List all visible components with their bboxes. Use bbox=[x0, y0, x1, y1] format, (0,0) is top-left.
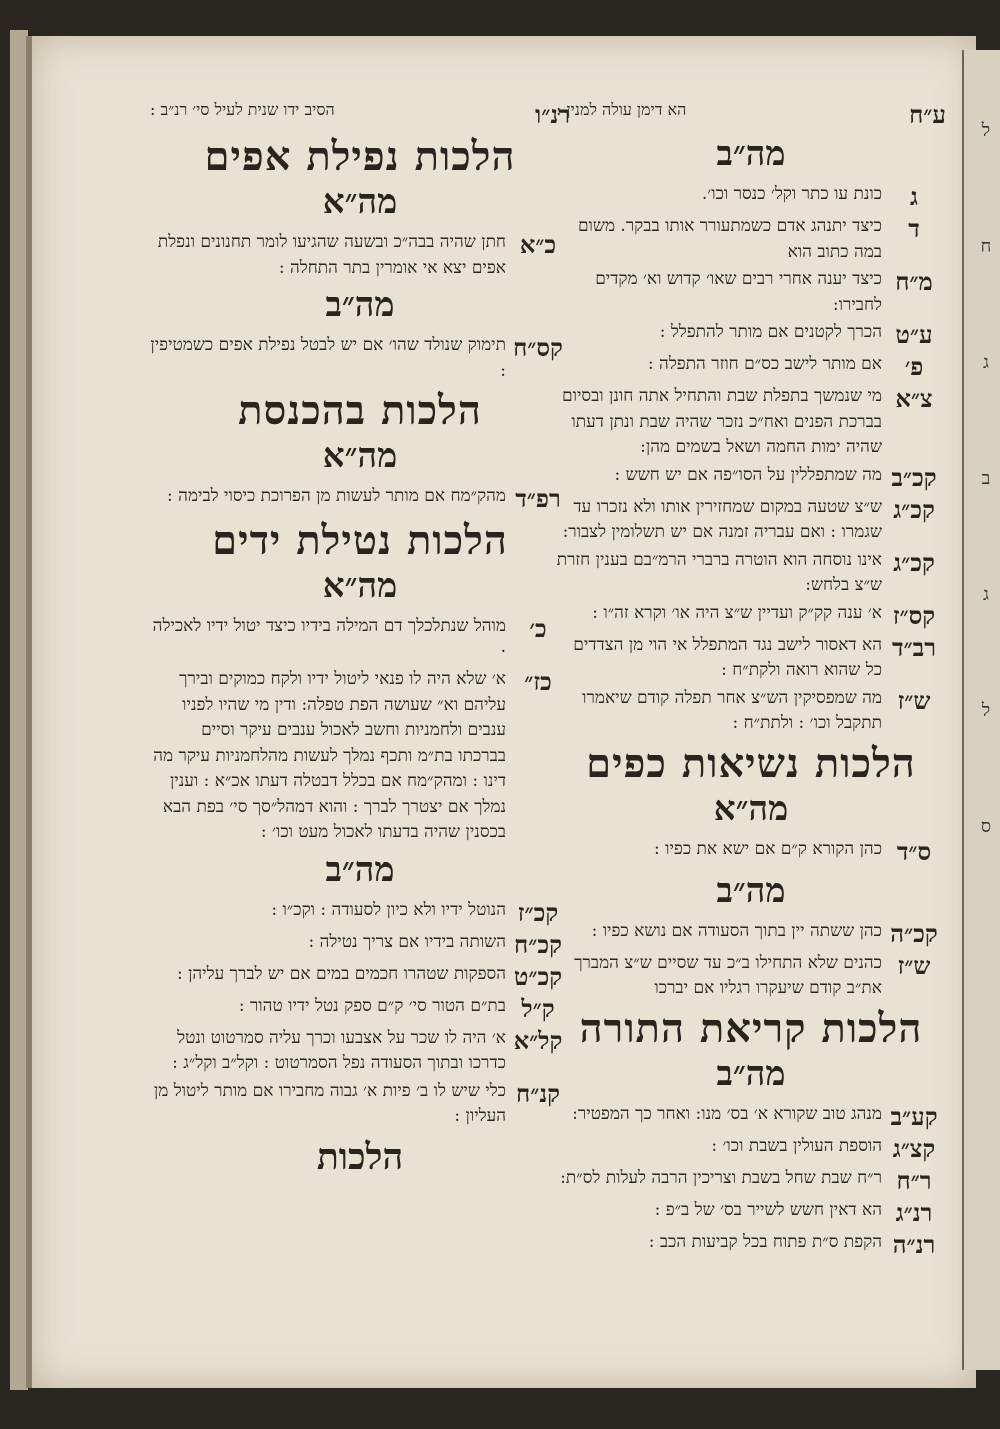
margin-letter: ג bbox=[983, 584, 989, 605]
entry-number: ד bbox=[908, 214, 920, 243]
entry-number: צ״א bbox=[895, 384, 933, 413]
entry-number: קנ״ח bbox=[516, 1078, 560, 1108]
entry-number: קכ״ה bbox=[890, 918, 938, 948]
entry-text: כהן ששתה יין בתוך הסעודה אם נושא כפיו : bbox=[591, 920, 882, 941]
entry-text: השותה בידיו אם צריך נטילה : bbox=[308, 931, 506, 952]
entry-row bbox=[556, 1230, 946, 1260]
entry-number: קכ״ח bbox=[514, 929, 562, 959]
entry-row bbox=[150, 1026, 570, 1077]
entry-text: מי שנמשך בתפלת שבת והתחיל אתה חונן ובסיום בברכת הפנים ואח״כ נזכר שהיה שבת ונתן דעתו שהיה ימות החמה ושאל בשמים מהן: bbox=[562, 386, 882, 457]
entry-text: הספקות שטהרו חכמים במים אם יש לברך עליהן : bbox=[176, 963, 506, 984]
entry-text: הכרך לקטנים אם מותר להתפלל : bbox=[659, 322, 882, 342]
right-column bbox=[556, 100, 946, 1262]
entry-number: ג bbox=[910, 182, 918, 211]
entry-row bbox=[556, 1166, 946, 1196]
entry-row bbox=[150, 614, 570, 665]
entry-row bbox=[556, 837, 946, 867]
entry-text: א׳ ענה קק״ק ועדיין ש״צ היה או׳ וקרא זה״ו : bbox=[592, 602, 882, 623]
section-subtitle: מה״א bbox=[322, 182, 398, 222]
entry-text: תימוק שנולד שהו׳ אם יש לבטל נפילת אפים כשמטיפין : bbox=[150, 335, 506, 381]
facing-page-letters bbox=[975, 120, 997, 932]
margin-letter: ל bbox=[981, 700, 991, 721]
entry-text: כהן הקורא ק״ם אם ישא את כפיו : bbox=[653, 838, 882, 859]
entry-number: קע״ב bbox=[890, 1101, 938, 1131]
entry-text: ר״ח שבת שחל בשבת וצריכין הרבה לעלות לס״ת: bbox=[560, 1167, 882, 1188]
entry-number: רב״ד bbox=[891, 632, 936, 662]
margin-letter: ל bbox=[981, 120, 991, 141]
margin-letter: ח bbox=[980, 236, 992, 257]
section-title: הלכות נטילת ידים bbox=[212, 517, 508, 564]
entry-row bbox=[556, 1134, 946, 1164]
entry-text: מה שמתפללין על הסו״פה אם יש חשש : bbox=[614, 464, 882, 485]
entry-number: קכ״ט bbox=[513, 961, 563, 991]
entry-number: קכ״ג bbox=[893, 547, 935, 577]
section-subtitle: מה״ב bbox=[325, 285, 395, 325]
entry-number: ש״ז bbox=[897, 685, 931, 715]
entry-text: מה שמפסיקין הש״צ אחר תפלה קודם שיאמרו תתקבל וכו׳ : ולתת״ח : bbox=[582, 687, 882, 733]
entry-row bbox=[556, 548, 946, 599]
entry-number: פ׳ bbox=[904, 352, 924, 381]
section-subtitle: מה״ב bbox=[325, 849, 395, 890]
entry-text: כלי שיש לו ב׳ פיות א׳ גבוה מחבירו אם מותר ליטול מן העליון : bbox=[153, 1080, 506, 1126]
header-mark: ע״ח bbox=[909, 100, 946, 129]
entry-row bbox=[150, 333, 570, 384]
entry-text: הוספת העולין בשבת וכו׳ : bbox=[711, 1135, 882, 1156]
running-header bbox=[150, 100, 570, 130]
entry-text: א׳ שלא היה לו פנאי ליטול ידיו ולקח כמוקים ובירך עליהם וא״ שעושה הפת טפלה: ודין מי שהיו לפניו ענבים ולחמניות וחשב לאכול ענבים עיקר וסיים בברכתו בת״מ ותכף נמלך לעשות מהלחמניות עיקר מה דינו : ומהק״מח אם בכלל דבטלה דעתו אכ״א : וענין נמלך אם יצטרך לברך : והוא דמהל״סך סי׳ בפת הבא בכסנין שהיה בדעתו לאכול מעט וכו׳ : bbox=[153, 669, 506, 842]
entry-text: בת״ם הטור סי׳ ק״ם ספק נטל ידיו טהור : bbox=[238, 995, 506, 1016]
entry-row bbox=[556, 1102, 946, 1132]
section-subtitle: מה״ב bbox=[716, 134, 786, 174]
header-text: הא דימן עולה למנין : bbox=[556, 100, 687, 119]
entry-number: קל״א bbox=[513, 1025, 563, 1055]
entry-row bbox=[556, 352, 946, 382]
entry-number: קצ״ג bbox=[892, 1133, 936, 1163]
entry-row bbox=[556, 267, 946, 318]
entry-number: כז״ bbox=[524, 667, 552, 696]
entry-text: אם מותר לישב כס״ם חוזר התפלה : bbox=[647, 354, 882, 374]
entry-row bbox=[556, 214, 946, 265]
entry-text: כהנים שלא התחילו ב״כ עד שסיים ש״צ המברך את״ב קודם שיעקרו רגליו אם יברכו bbox=[574, 952, 882, 998]
entry-text: א׳ היה לו שכר על אצבעו וכרך עליה סמרטוט ונטל כדרכו ובתוך הסעודה נפל הסמרטוט : וקל״ב וקל״ג : bbox=[172, 1027, 506, 1073]
entry-row bbox=[150, 230, 570, 281]
entry-text: ש״צ שטעה במקום שמחזירין אותו ולא נזכרו עד שגמרו : ואם עבריה זמנה אם יש תשלומין לצבור: bbox=[562, 496, 882, 542]
entry-number: קכ״ב bbox=[891, 462, 937, 492]
section-subtitle: מה״ב bbox=[716, 1053, 786, 1094]
entry-number: רנ״ה bbox=[892, 1229, 936, 1259]
section-title: הלכות נפילת אפים bbox=[204, 133, 516, 180]
entry-row bbox=[556, 601, 946, 631]
entry-row bbox=[556, 320, 946, 350]
entry-number: קס״ח bbox=[513, 333, 563, 362]
entry-number: ס״ד bbox=[896, 836, 932, 866]
entry-text: הא דאין חשש לשייר בס׳ של ב״פ : bbox=[654, 1199, 882, 1220]
entry-row bbox=[556, 463, 946, 493]
entry-text: מוהל שנתלכלך דם המילה בידיו כיצד יטול ידיו לאכילה · bbox=[152, 616, 506, 662]
entry-text: אינו נוסחה הוא הוטרה ברברי הרמ״בם בענין חזרת ש״צ בלחש: bbox=[556, 549, 882, 595]
entry-row bbox=[150, 930, 570, 960]
header-mark: רנ״ו bbox=[535, 100, 570, 129]
section-subtitle: מה״א bbox=[322, 436, 398, 476]
margin-letter: ב bbox=[981, 468, 991, 489]
section-subtitle: מה״א bbox=[322, 566, 398, 606]
entry-text: חתן שהיה בבה״כ ובשעה שהגיעו לומר תחנונים ונפלת אפים יצא אי אומרין בתר התחלה : bbox=[157, 232, 506, 278]
entry-row bbox=[556, 1198, 946, 1228]
catchword: הלכות bbox=[316, 1135, 404, 1178]
entry-row bbox=[150, 1079, 570, 1130]
entry-number: קכ״ג bbox=[893, 494, 935, 524]
entry-text: מהק״מח אם מותר לעשות מן הפרוכת כיסוי לבימה : bbox=[167, 486, 506, 506]
entry-row bbox=[556, 919, 946, 949]
entry-row bbox=[150, 484, 570, 514]
section-subtitle: מה״א bbox=[713, 788, 789, 829]
entry-text: הא דאסור לישב נגד המתפלל אי הוי מן הצדדים כל שהוא רואה ולקת״ח : bbox=[573, 634, 882, 680]
entry-number: קס״ז bbox=[892, 600, 936, 630]
entry-number: רנ״ג bbox=[895, 1197, 933, 1227]
entry-number: רפ״ד bbox=[515, 484, 561, 513]
entry-number: ק״ל bbox=[521, 993, 555, 1023]
margin-letter: ג bbox=[983, 352, 989, 373]
running-header bbox=[556, 100, 946, 130]
left-column bbox=[150, 100, 570, 1178]
entry-text: הנוטל ידיו ולא כיון לסעודה : וקכ״ו : bbox=[271, 899, 506, 920]
entry-row bbox=[556, 686, 946, 737]
entry-text: כיצד יתנהג אדם כשמתעורר אותו בבקר. משום במה כתוב הוא bbox=[577, 216, 882, 262]
entry-text: מנהג טוב שקורא א׳ בס׳ מנו: ואחר כך המפטיר: bbox=[572, 1103, 882, 1124]
entry-row bbox=[556, 633, 946, 684]
section-title: הלכות בהכנסת bbox=[238, 387, 482, 434]
margin-letter: ס bbox=[980, 816, 992, 837]
entry-number: כ״א bbox=[519, 230, 557, 259]
entry-number: מ״ח bbox=[895, 267, 933, 296]
entry-number: ר״ח bbox=[896, 1165, 932, 1195]
entry-row bbox=[150, 994, 570, 1024]
entry-row bbox=[556, 182, 946, 212]
entry-row bbox=[150, 667, 570, 846]
entry-row bbox=[150, 962, 570, 992]
entry-number: ע״ט bbox=[895, 320, 933, 349]
section-title: הלכות נשיאות כפים bbox=[586, 739, 916, 787]
section-subtitle: מה״ב bbox=[716, 870, 786, 911]
entry-row bbox=[556, 495, 946, 546]
header-text: הסיב ידו שנית לעיל סי׳ רנ״ב : bbox=[150, 100, 335, 119]
entry-number: כ׳ bbox=[529, 614, 547, 643]
section-title: הלכות קריאת התורה bbox=[579, 1004, 923, 1052]
entry-text: הקפת ס״ת פתוח בכל קביעות הכב : bbox=[648, 1231, 882, 1252]
entry-row bbox=[556, 384, 946, 461]
entry-text: כיצד יענה אחרי רבים שאו׳ קדוש וא׳ מקדים לחבירו: bbox=[595, 269, 882, 315]
entry-row bbox=[150, 898, 570, 928]
entry-row bbox=[556, 951, 946, 1002]
entry-text: כונת עו כתר וקל׳ כנסר וכו׳. bbox=[701, 184, 882, 204]
entry-number: ש״ז bbox=[897, 950, 931, 980]
entry-number: קכ״ז bbox=[517, 897, 559, 927]
